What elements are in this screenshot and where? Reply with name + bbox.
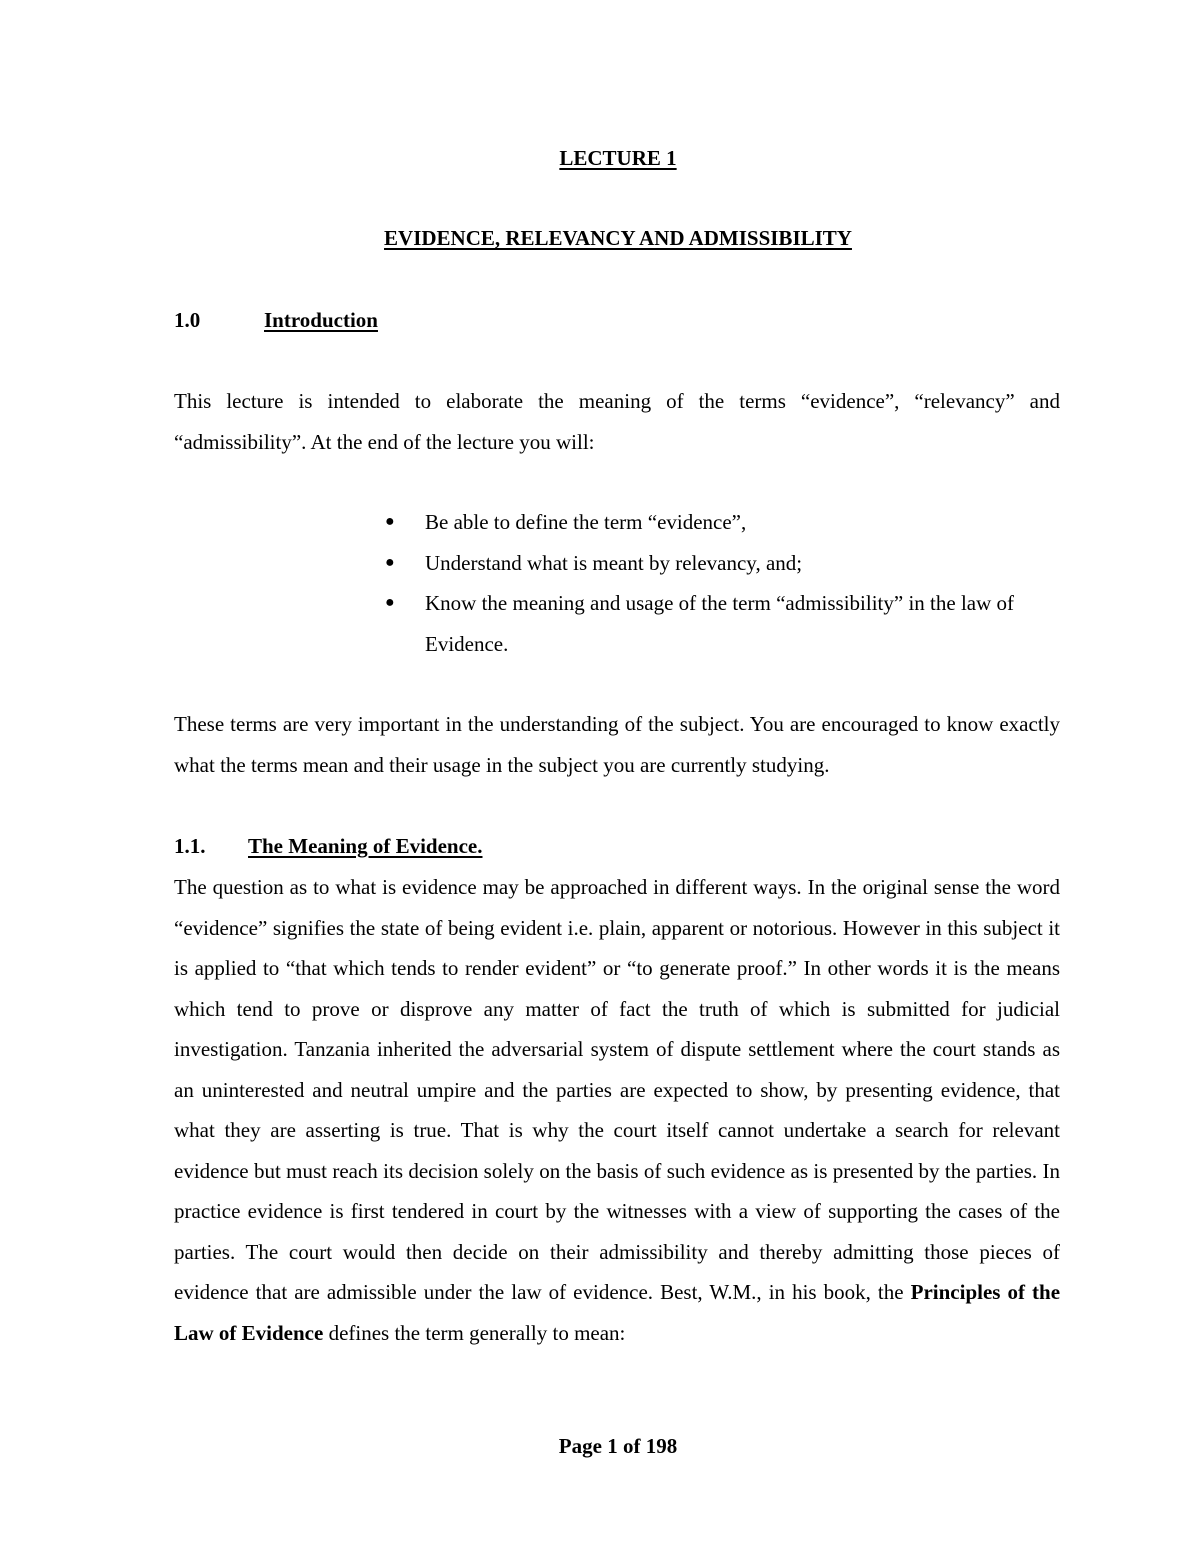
- meaning-paragraph: [174, 867, 1060, 1353]
- page-number: Page 1 of 198: [558, 1434, 678, 1458]
- book-title: Principles of the Law of Evidence: [174, 1280, 1061, 1345]
- terms-importance-paragraph: These terms are very important in the understanding of the subject. You are encouraged to know exactly what the terms mean and their usage in the subject you are currently studying.: [174, 712, 1060, 777]
- meaning-heading-title: The Meaning of Evidence.: [248, 834, 483, 858]
- list-item-text: Be able to define the term “evidence”,: [425, 510, 747, 534]
- meaning-paragraph-text: The question as to what is evidence may be approached in different ways. In the original sense the word “evidence” signifies the state of being evident i.e. plain, apparent or notorious. However in this subject it is applied to “that which tends to render evident” or “to generate proof.” In other words it is the means which tend to prove or disprove any matter of fact the truth of which is submitted for judicial investigation. Tanzania inherited the adversarial system of dispute settlement where the court stands as an uninterested and neutral umpire and the parties are expected to show, by presenting evidence, that what they are asserting is true. That is why the court itself cannot undertake a search for relevant evidence but must reach its decision solely on the basis of such evidence as is presented by the parties. In practice evidence is first tendered in court by the witnesses with a view of supporting the cases of the parties. The court would then decide on their admissibility and thereby admitting those pieces of evidence that are admissible under the law of evidence. Best, W.M., in his book, the: [174, 875, 1060, 1304]
- meaning-heading-number: 1.1.: [174, 834, 206, 858]
- intro-heading-number: 1.0: [174, 308, 201, 332]
- list-item: [385, 583, 1065, 664]
- lecture-title: LECTURE 1: [559, 146, 677, 170]
- intro-paragraph: This lecture is intended to elaborate the meaning of the terms “evidence”, “relevancy” and “admissibility”. At the end of the lecture you will:: [174, 389, 1060, 454]
- bullet-icon: ●: [385, 553, 395, 571]
- meaning-paragraph-end: defines the term generally to mean:: [328, 1320, 626, 1345]
- list-item-text: Know the meaning and usage of the term “admissibility” in the law of Evidence.: [425, 591, 1015, 656]
- list-item: [385, 502, 1065, 543]
- list-item: [385, 543, 1065, 584]
- bullet-icon: ●: [385, 513, 395, 530]
- list-item-text: Understand what is meant by relevancy, and;: [425, 550, 803, 575]
- section-heading: EVIDENCE, RELEVANCY AND ADMISSIBILITY: [384, 226, 852, 250]
- bullet-icon: ●: [385, 594, 395, 611]
- intro-heading-title: Introduction: [264, 308, 378, 332]
- learning-objectives-list: [385, 502, 1065, 664]
